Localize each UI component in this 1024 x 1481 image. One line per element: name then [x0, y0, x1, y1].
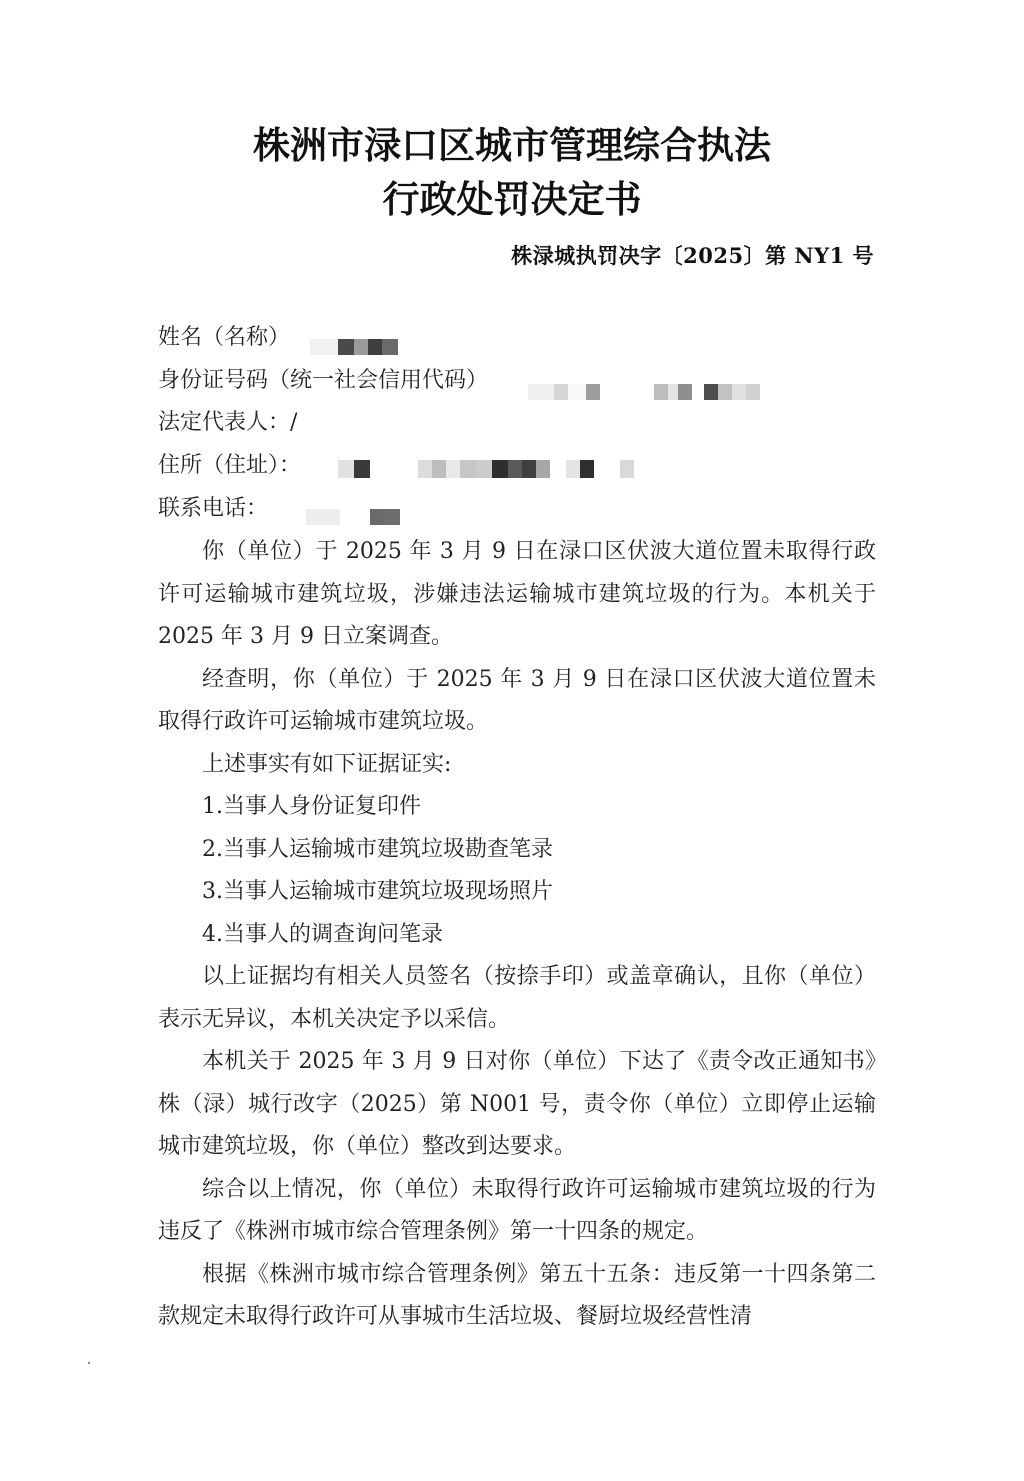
document-title-line1: 株洲市渌口区城市管理综合执法 — [253, 124, 771, 167]
address-label: 住所（住址）： — [158, 453, 302, 478]
evidence-item: 4.当事人的调查询问笔录 — [202, 921, 443, 947]
field-row-name — [158, 323, 290, 353]
field-row-id — [158, 366, 488, 396]
phone-label: 联系电话： — [158, 496, 269, 521]
field-row-phone — [158, 494, 268, 524]
id-label: 身份证号码（统一社会信用代码） — [158, 368, 489, 393]
evidence-item: 3.当事人运输城市建筑垃圾现场照片 — [202, 879, 553, 904]
evidence-item: 2.当事人运输城市建筑垃圾勘查笔录 — [202, 836, 553, 862]
document-body — [158, 531, 876, 1339]
document-title-line2: 行政处罚决定书 — [382, 178, 642, 221]
field-row-legal-rep — [158, 408, 297, 438]
paragraph-summary: 综合以上情况，你（单位）未取得行政许可运输城市建筑垃圾的行为违反了《株洲市城市综合管理条例》第一十四条的规定。 — [158, 1176, 876, 1244]
paragraph-evidence-intro: 上述事实有如下证据证实: — [202, 751, 452, 777]
document-number: 株渌城执罚决字〔2025〕第 NY1 号 — [511, 243, 874, 268]
paragraph-rectification-notice: 本机关于 2025 年 3 月 9 日对你（单位）下达了《责令改正通知书》株（渌）城行改字（2025）第 N001 号，责令你（单位）立即停止运输城市建筑垃圾，你（单位）整改到达要求。 — [158, 1049, 876, 1159]
legal-rep-label: 法定代表人：/ — [158, 410, 298, 435]
paragraph-evidence-confirmation: 以上证据均有相关人员签名（按捺手印）或盖章确认，且你（单位）表示无异议，本机关决定予以采信。 — [158, 964, 876, 1032]
scan-speck — [88, 1362, 90, 1364]
paragraph-findings: 经查明，你（单位）于 2025 年 3 月 9 日在渌口区伏波大道位置未取得行政许可运输城市建筑垃圾。 — [158, 666, 876, 734]
phone-redaction — [306, 509, 400, 528]
id-redaction — [528, 384, 760, 403]
paragraph-legal-basis: 根据《株洲市城市综合管理条例》第五十五条：违反第一十四条第二款规定未取得行政许可从事城市生活垃圾、餐厨垃圾经营性清 — [158, 1261, 876, 1329]
name-redaction — [310, 339, 398, 358]
paragraph-incident: 你（单位）于 2025 年 3 月 9 日在渌口区伏波大道位置未取得行政许可运输城市建筑垃圾，涉嫌违法运输城市建筑垃圾的行为。本机关于 2025 年 3 月 9 日立案调查。 — [158, 539, 876, 649]
name-label: 姓名（名称） — [158, 325, 291, 350]
field-row-address — [158, 451, 301, 481]
evidence-item: 1.当事人身份证复印件 — [202, 794, 421, 819]
address-redaction — [338, 460, 634, 479]
